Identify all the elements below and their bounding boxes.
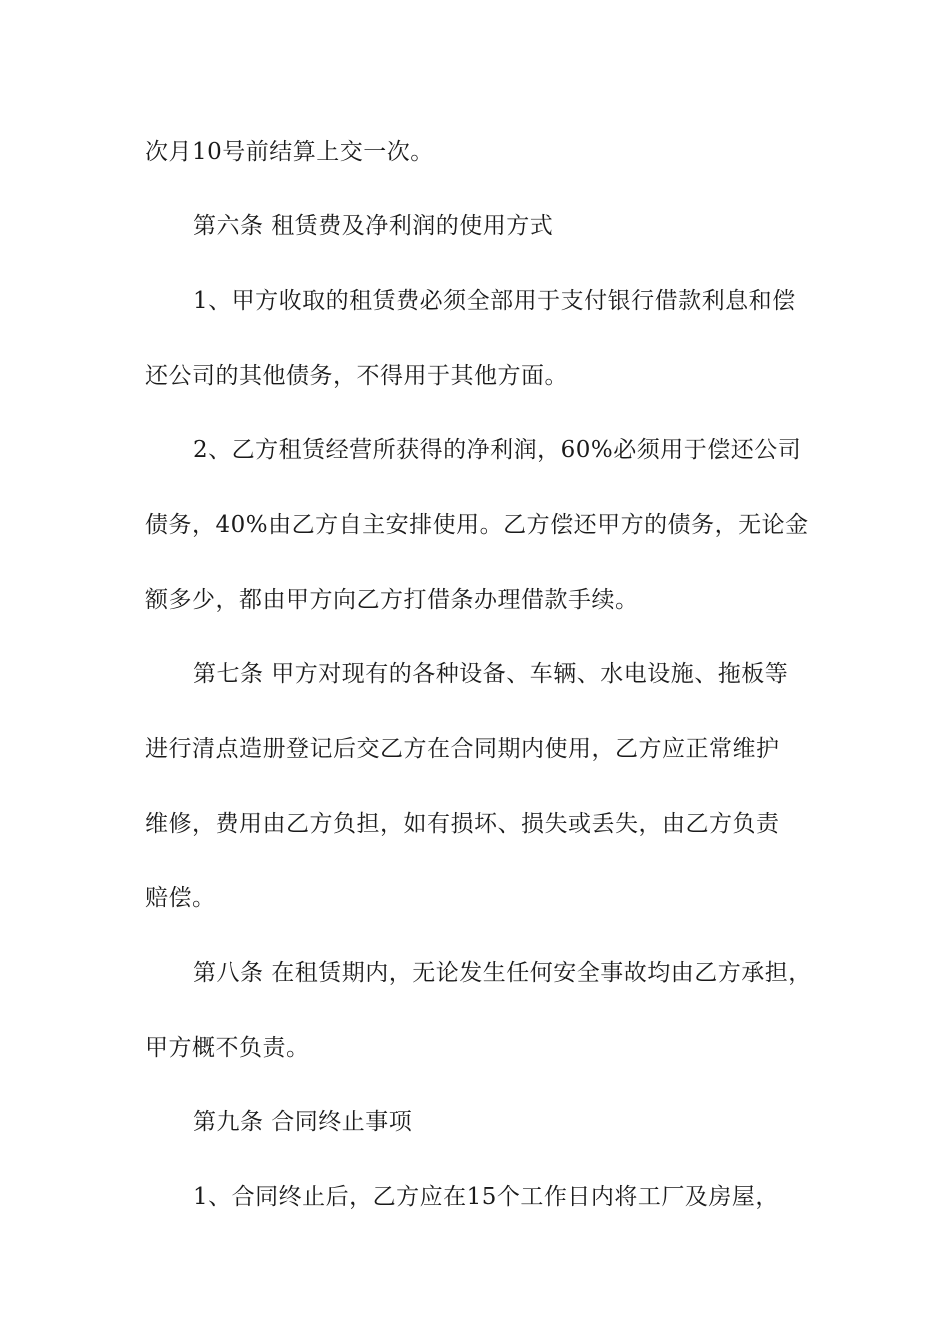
text-line: 维修，费用由乙方负担，如有损坏、损失或丢失，由乙方负责 <box>145 811 780 837</box>
article-heading: 第七条 甲方对现有的各种设备、车辆、水电设施、拖板等 <box>193 661 789 687</box>
text-line: 甲方概不负责。 <box>145 1035 310 1061</box>
text-line: 进行清点造册登记后交乙方在合同期内使用，乙方应正常维护 <box>145 736 780 762</box>
text-line: 债务，40%由乙方自主安排使用。乙方偿还甲方的债务，无论金 <box>145 512 809 538</box>
text-line: 次月10号前结算上交一次。 <box>145 139 434 165</box>
text-line: 额多少，都由甲方向乙方打借条办理借款手续。 <box>145 587 639 613</box>
text-line: 还公司的其他债务，不得用于其他方面。 <box>145 363 568 389</box>
article-heading: 第八条 在租赁期内，无论发生任何安全事故均由乙方承担， <box>193 960 812 986</box>
text-line: 1、甲方收取的租赁费必须全部用于支付银行借款利息和偿 <box>193 288 796 314</box>
article-heading: 第九条 合同终止事项 <box>193 1109 413 1135</box>
text-line: 2、乙方租赁经营所获得的净利润，60%必须用于偿还公司 <box>193 437 802 463</box>
text-line: 1、合同终止后，乙方应在15个工作日内将工厂及房屋， <box>193 1184 779 1210</box>
article-heading: 第六条 租赁费及净利润的使用方式 <box>193 213 554 239</box>
text-line: 赔偿。 <box>145 885 216 911</box>
